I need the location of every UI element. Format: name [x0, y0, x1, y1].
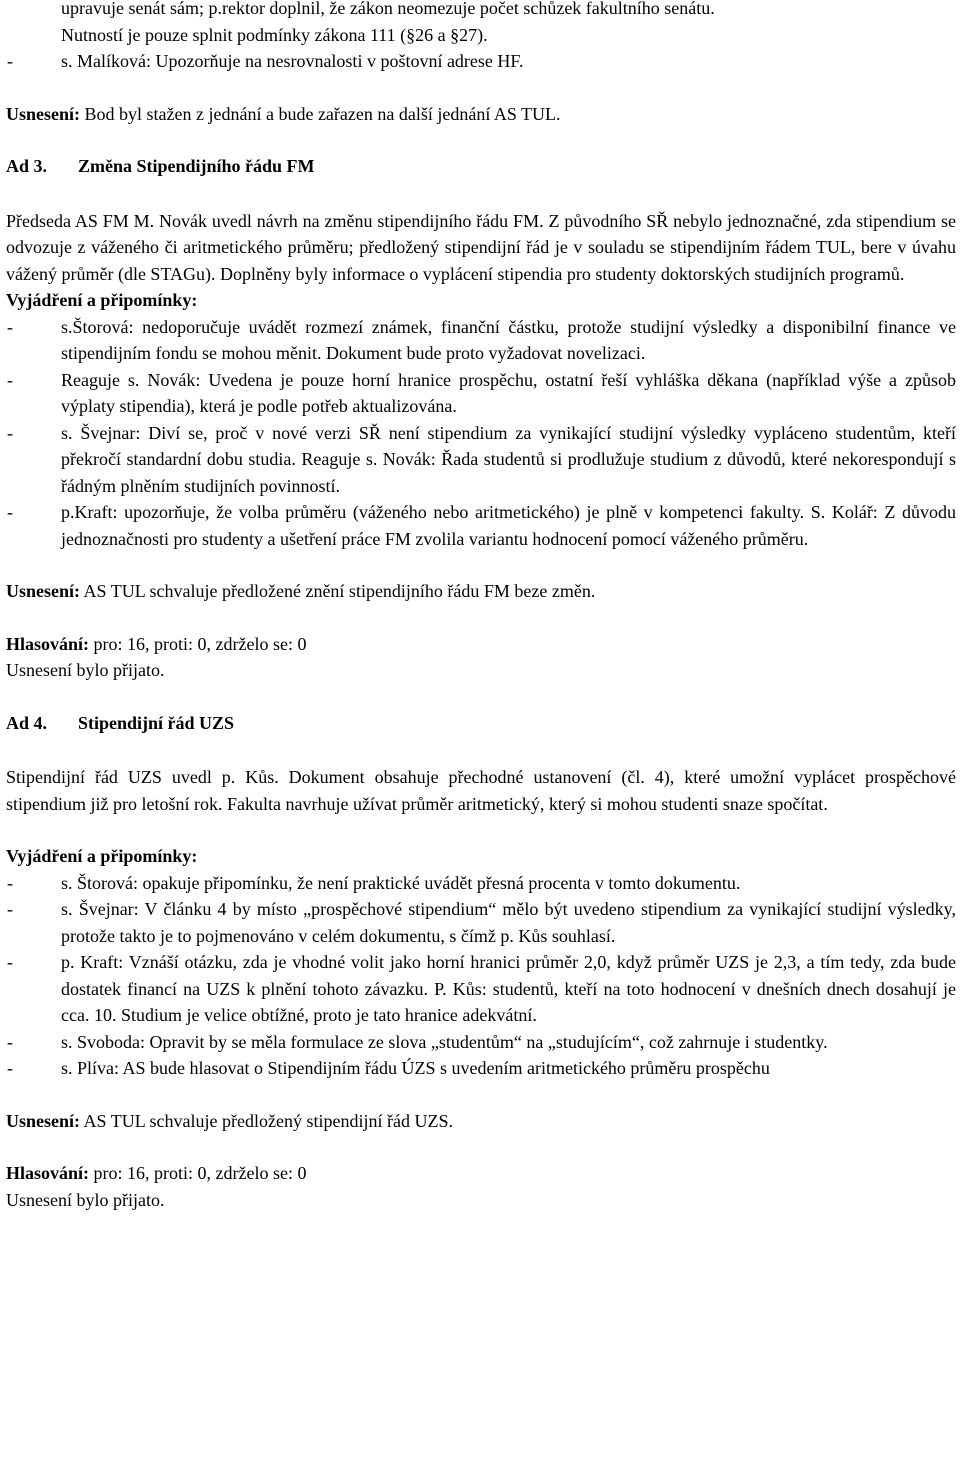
list-item: - s. Štorová: opakuje připomínku, že není praktické uvádět přesná procenta v tomto dokumentu.: [7, 872, 741, 893]
section-3-heading: Ad 3. Změna Stipendijního řádu FM: [6, 156, 315, 176]
section-3-comments-label: Vyjádření a připomínky:: [6, 290, 198, 310]
section-4-vote: Hlasování: pro: 16, proti: 0, zdrželo se: 0: [6, 1163, 307, 1183]
section-3-intro: Předseda AS FM M. Novák uvedl návrh na změnu stipendijního řádu FM. Z původního SŘ nebylo jednoznačné, zda stipendium se odvozuje z váženého či aritmetického průměru; předložený stipendijní řád je v souladu se stipendijním řádem TUL, bere v úvahu vážený průměr (dle STAGu). Doplněny byly informace o vyplácení stipendia pro studenty doktorských studijních programů.: [6, 210, 956, 284]
list-item: - p.Kraft: upozorňuje, že volba průměru (váženého nebo aritmetického) je plně v kompetenci fakulty. S. Kolář: Z důvodu jednoznačnosti pro studenty a ušetření práce FM zvolila variantu hodnocení pomocí váženého průměru.: [7, 502, 956, 549]
continuation-line-2: Nutností je pouze splnit podmínky zákona 111 (§26 a §27).: [61, 24, 488, 45]
resolution-a: Usnesení: Bod byl stažen z jednání a bude zařazen na další jednání AS TUL.: [6, 103, 561, 124]
section-3-resolution: Usnesení: AS TUL schvaluje předložené znění stipendijního řádu FM beze změn.: [6, 581, 596, 601]
list-item: - s. Plíva: AS bude hlasovat o Stipendijním řádu ÚZS s uvedením aritmetického průměru prospěchu: [7, 1058, 770, 1078]
lead-list: [6, 48, 956, 75]
section-4-result: Usnesení bylo přijato.: [6, 1189, 165, 1210]
section-3-vote: Hlasování: pro: 16, proti: 0, zdrželo se: 0: [6, 633, 307, 654]
list-item: - s. Malíková: Upozorňuje na nesrovnalosti v poštovní adrese HF.: [7, 51, 524, 71]
list-item: - s.Štorová: nedoporučuje uvádět rozmezí známek, finanční částku, protože studijní výsledky a disponibilní finance ve stipendijním fondu se mohou měnit. Dokument bude proto vyžadovat novelizaci.: [7, 316, 956, 363]
document-page: [6, 0, 956, 1213]
section-4-intro: Stipendijní řád UZS uvedl p. Kůs. Dokument obsahuje přechodné ustanovení (čl. 4), které umožní vyplácet prospěchové stipendium již pro letošní rok. Fakulta navrhuje užívat průměr aritmetický, který si mohou studenti snaze spočítat.: [6, 767, 956, 814]
list-item: - Reaguje s. Novák: Uvedena je pouze horní hranice prospěchu, ostatní řeší vyhláška děkana (například výše a způsob výplaty stipendia), která je podle potřeb aktualizována.: [7, 369, 956, 416]
continuation-line-1: upravuje senát sám; p.rektor doplnil, že zákon neomezuje počet schůzek fakultního senátu.: [61, 0, 715, 18]
section-4-comments-label: Vyjádření a připomínky:: [6, 846, 198, 866]
list-item: - s. Švejnar: Diví se, proč v nové verzi SŘ není stipendium za vynikající studijní výsledky vypláceno studentům, kteří překročí standardní dobu studia. Reaguje s. Novák: Řada studentů si prodlužuje studium z důvodů, které nekorespondují s řádným plněním studijních povinností.: [7, 422, 956, 496]
paragraph-continuation: [6, 0, 956, 48]
section-4-resolution: Usnesení: AS TUL schvaluje předložený stipendijní řád UZS.: [6, 1110, 453, 1131]
section-4-comments: [6, 870, 956, 1082]
section-3-result: Usnesení bylo přijato.: [6, 660, 165, 680]
section-4-heading: Ad 4. Stipendijní řád UZS: [6, 712, 235, 733]
list-item: - s. Švejnar: V článku 4 by místo „prospěchové stipendium“ mělo být uvedeno stipendium za vynikající studijní výsledky, protože takto je to pojmenováno v celém dokumentu, s čímž p. Kůs souhlasí.: [7, 899, 956, 946]
list-item: - s. Svoboda: Opravit by se měla formulace ze slova „studentům“ na „studujícím“, což zahrnuje i studentky.: [7, 1031, 828, 1052]
section-3-comments: [6, 314, 956, 553]
list-item: - p. Kraft: Vznáší otázku, zda je vhodné volit jako horní hranici průměr 2,0, když průměr UZS je 2,3, a tím tedy, zda bude dostatek financí na UZS k plnění tohoto závazku. P. Kůs: studentů, kteří na toto hodnocení v dnešních dnech dosahují je cca. 10. Studium je velice obtížné, proto je tato hranice adekvátní.: [7, 952, 956, 1025]
